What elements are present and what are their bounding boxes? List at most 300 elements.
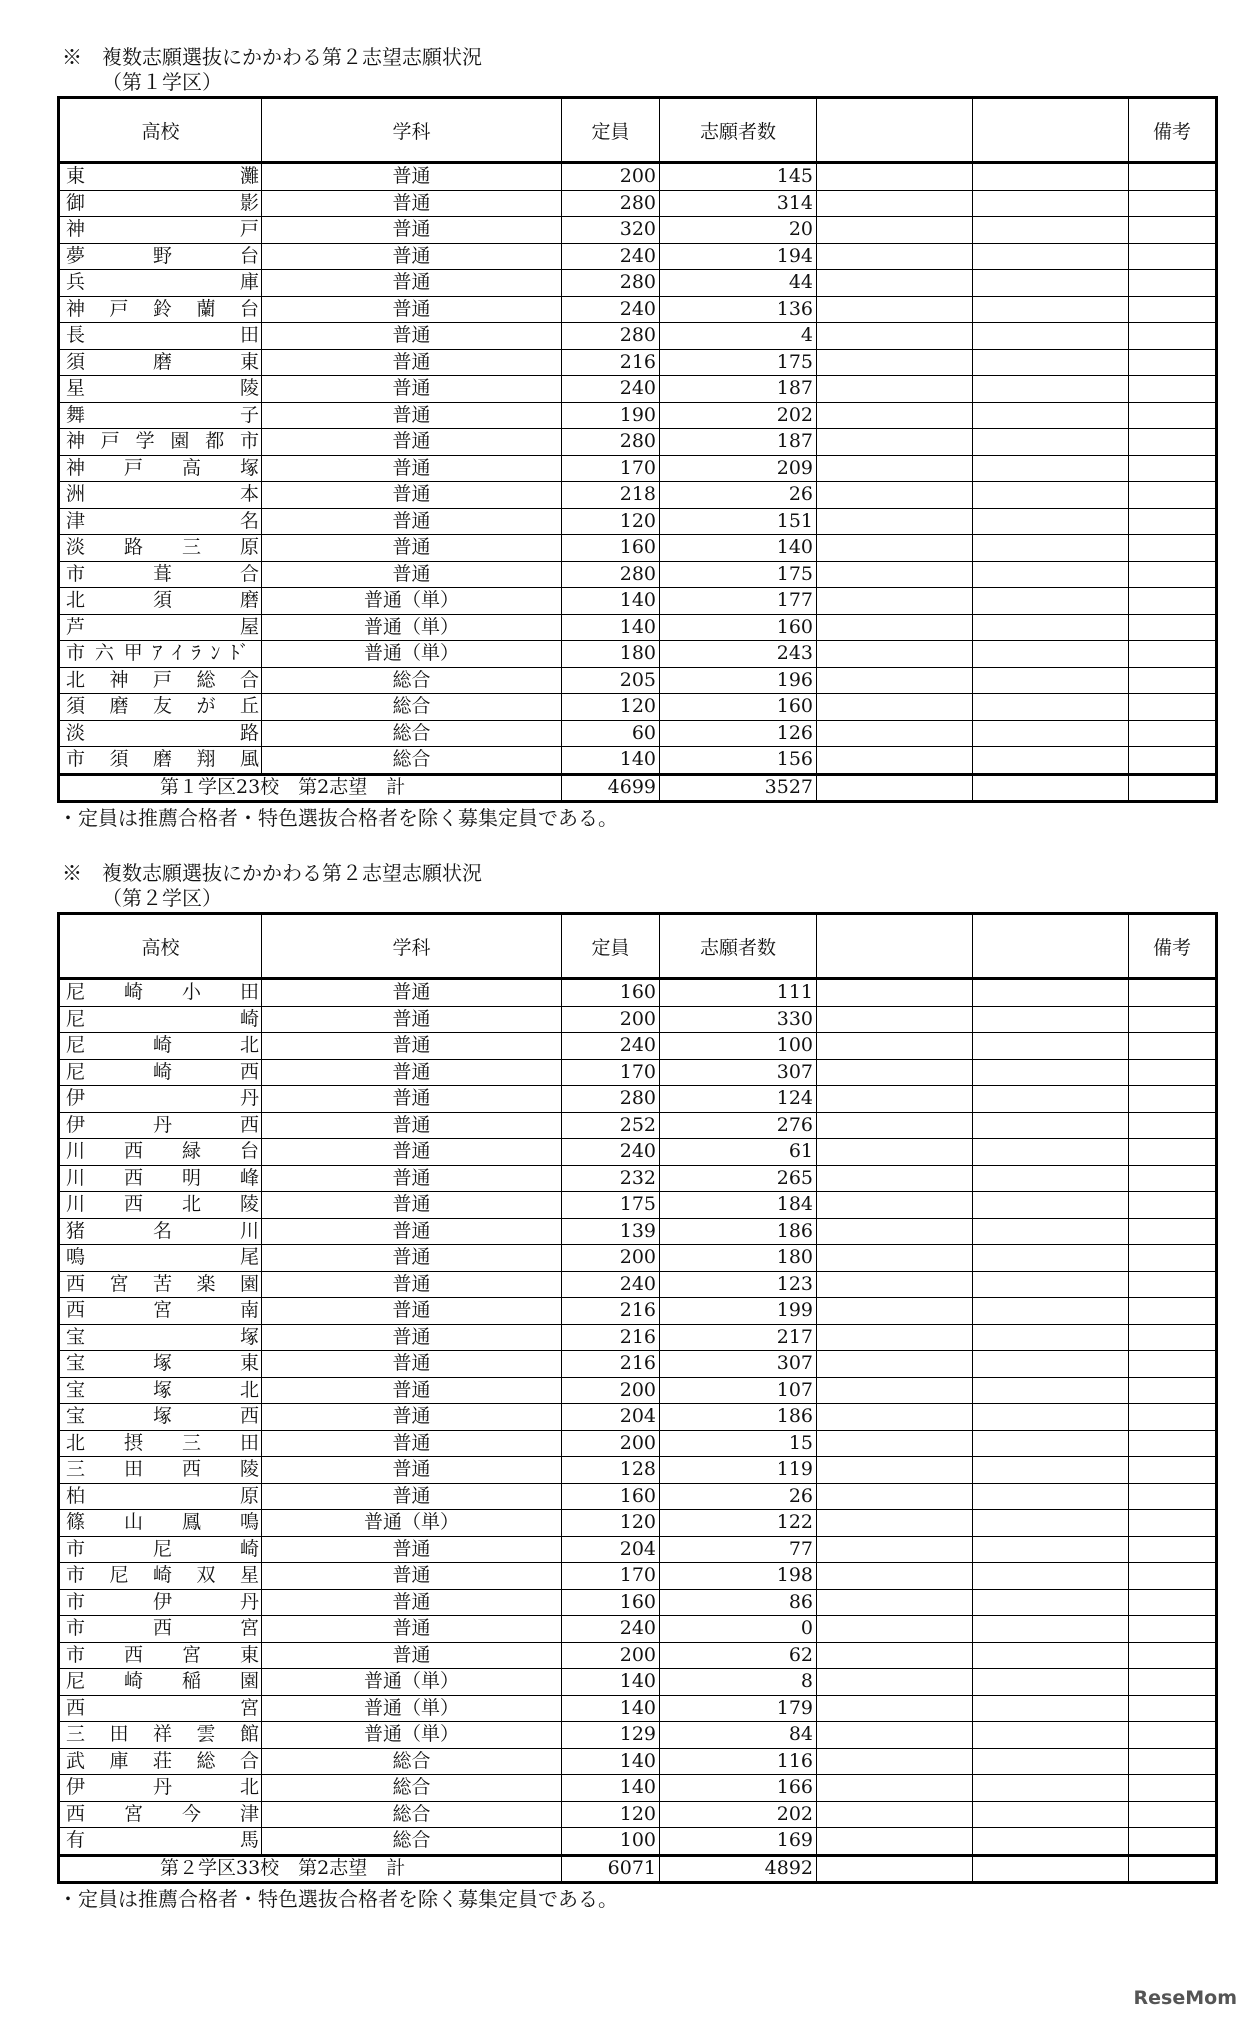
capacity: 216: [562, 1298, 660, 1325]
remarks-cell: [1129, 190, 1217, 217]
table-row: [59, 217, 1217, 244]
capacity: 129: [562, 1722, 660, 1749]
department: 普通: [262, 1218, 562, 1245]
department: 普通: [262, 1377, 562, 1404]
school-name: 尼崎北: [59, 1033, 262, 1060]
table-header-row: [59, 98, 1217, 163]
applicants: 209: [660, 455, 817, 482]
department: 普通: [262, 1404, 562, 1431]
table-row: [59, 243, 1217, 270]
applicants: 100: [660, 1033, 817, 1060]
blank-cell: [817, 1669, 973, 1696]
blank-cell: [817, 1059, 973, 1086]
department: 普通: [262, 1298, 562, 1325]
table-row: [59, 1722, 1217, 1749]
blank-cell: [817, 720, 973, 747]
applicants: 276: [660, 1112, 817, 1139]
school-name: 北神戸総合: [59, 667, 262, 694]
table-row: [59, 296, 1217, 323]
table-row: [59, 1324, 1217, 1351]
school-name: 宝塚東: [59, 1351, 262, 1378]
table-row: [59, 1775, 1217, 1802]
applicants: 180: [660, 1245, 817, 1272]
blank-cell: [817, 1271, 973, 1298]
blank-cell: [817, 1086, 973, 1113]
department: 普通: [262, 482, 562, 509]
school-name: 市尼崎: [59, 1536, 262, 1563]
remarks-cell: [1129, 482, 1217, 509]
blank-cell: [973, 1828, 1129, 1856]
capacity: 218: [562, 482, 660, 509]
capacity: 200: [562, 1430, 660, 1457]
department: 普通: [262, 1006, 562, 1033]
remarks-cell: [1129, 429, 1217, 456]
table-row: [59, 1457, 1217, 1484]
department: 総合: [262, 1748, 562, 1775]
table-row: [59, 1589, 1217, 1616]
table-row: [59, 1748, 1217, 1775]
table-row: [59, 1510, 1217, 1537]
school-name: 神戸: [59, 217, 262, 244]
remarks-cell: [1129, 376, 1217, 403]
blank-cell: [817, 1642, 973, 1669]
table-row: [59, 979, 1217, 1007]
applicants: 20: [660, 217, 817, 244]
blank-cell: [973, 667, 1129, 694]
capacity: 128: [562, 1457, 660, 1484]
applicants: 198: [660, 1563, 817, 1590]
blank-cell: [817, 1377, 973, 1404]
department: 普通: [262, 163, 562, 191]
applicants: 0: [660, 1616, 817, 1643]
applicants: 4: [660, 323, 817, 350]
table-row: [59, 1059, 1217, 1086]
school-name: 尼崎西: [59, 1059, 262, 1086]
blank-cell: [973, 217, 1129, 244]
blank-cell: [973, 1510, 1129, 1537]
capacity: 170: [562, 1563, 660, 1590]
table-row: [59, 747, 1217, 775]
applicants: 84: [660, 1722, 817, 1749]
section1-heading: ※ 複数志願選抜にかかわる第２志望志願状況: [62, 45, 482, 69]
section1-table: [57, 96, 1218, 803]
blank-cell: [973, 349, 1129, 376]
department: 普通: [262, 1457, 562, 1484]
applicants: 61: [660, 1139, 817, 1166]
school-name: 三田祥雲館: [59, 1722, 262, 1749]
department: 普通: [262, 1086, 562, 1113]
column-header: [817, 98, 973, 163]
capacity: 139: [562, 1218, 660, 1245]
blank-cell: [973, 1298, 1129, 1325]
department: 普通: [262, 1324, 562, 1351]
blank-cell: [817, 1404, 973, 1431]
blank-cell: [973, 243, 1129, 270]
blank-cell: [817, 641, 973, 668]
table-row: [59, 1033, 1217, 1060]
blank-cell: [817, 694, 973, 721]
column-header: 定員: [562, 98, 660, 163]
blank-cell: [973, 1059, 1129, 1086]
column-header: 備考: [1129, 914, 1217, 979]
table-row: [59, 1218, 1217, 1245]
blank-cell: [817, 667, 973, 694]
school-name: 西宮南: [59, 1298, 262, 1325]
capacity: 160: [562, 1589, 660, 1616]
remarks-cell: [1129, 1536, 1217, 1563]
department: 総合: [262, 1775, 562, 1802]
blank-cell: [973, 402, 1129, 429]
blank-cell: [973, 561, 1129, 588]
capacity: 200: [562, 1642, 660, 1669]
blank-cell: [973, 1086, 1129, 1113]
department: 普通（単）: [262, 1695, 562, 1722]
blank-cell: [973, 1351, 1129, 1378]
school-name: 神戸高塚: [59, 455, 262, 482]
school-name: 川西北陵: [59, 1192, 262, 1219]
blank-cell: [817, 1775, 973, 1802]
school-name: 淡路三原: [59, 535, 262, 562]
column-header: 志願者数: [660, 98, 817, 163]
department: 普通: [262, 455, 562, 482]
blank-cell: [817, 1457, 973, 1484]
remarks-cell: [1129, 1324, 1217, 1351]
remarks-cell: [1129, 1722, 1217, 1749]
school-name: 三田西陵: [59, 1457, 262, 1484]
remarks-cell: [1129, 747, 1217, 775]
applicants: 122: [660, 1510, 817, 1537]
school-name: 兵庫: [59, 270, 262, 297]
column-header: 志願者数: [660, 914, 817, 979]
blank-cell: [973, 535, 1129, 562]
applicants: 187: [660, 429, 817, 456]
school-name: 津名: [59, 508, 262, 535]
total-capacity: 4699: [562, 774, 660, 801]
department: 普通: [262, 979, 562, 1007]
capacity: 216: [562, 349, 660, 376]
watermark-logo: ReseMom: [1133, 1987, 1237, 2009]
school-name: 芦屋: [59, 614, 262, 641]
department: 普通: [262, 1192, 562, 1219]
blank-cell: [973, 747, 1129, 775]
remarks-cell: [1129, 1033, 1217, 1060]
blank-cell: [817, 376, 973, 403]
applicants: 186: [660, 1218, 817, 1245]
school-name: 東灘: [59, 163, 262, 191]
applicants: 177: [660, 588, 817, 615]
department: 普通: [262, 1563, 562, 1590]
school-name: 市葺合: [59, 561, 262, 588]
table-row: [59, 508, 1217, 535]
school-name: 西宮苦楽園: [59, 1271, 262, 1298]
blank-cell: [817, 1298, 973, 1325]
capacity: 200: [562, 1377, 660, 1404]
blank-cell: [817, 774, 973, 801]
blank-cell: [817, 1695, 973, 1722]
table-row: [59, 1669, 1217, 1696]
blank-cell: [973, 1271, 1129, 1298]
blank-cell: [973, 1695, 1129, 1722]
department: 普通: [262, 1271, 562, 1298]
capacity: 216: [562, 1351, 660, 1378]
school-name: 夢野台: [59, 243, 262, 270]
applicants: 136: [660, 296, 817, 323]
blank-cell: [973, 720, 1129, 747]
remarks-cell: [1129, 1351, 1217, 1378]
total-label: 第２学区33校 第2志望 計: [59, 1855, 562, 1882]
table-header-row: [59, 914, 1217, 979]
blank-cell: [973, 1483, 1129, 1510]
department: 普通（単）: [262, 641, 562, 668]
applicants: 44: [660, 270, 817, 297]
table-row: [59, 1536, 1217, 1563]
capacity: 280: [562, 429, 660, 456]
blank-cell: [973, 1377, 1129, 1404]
remarks-cell: [1129, 296, 1217, 323]
blank-cell: [973, 163, 1129, 191]
blank-cell: [817, 296, 973, 323]
capacity: 160: [562, 1483, 660, 1510]
school-name: 御影: [59, 190, 262, 217]
applicants: 8: [660, 1669, 817, 1696]
table-row: [59, 1483, 1217, 1510]
remarks-cell: [1129, 1298, 1217, 1325]
applicants: 175: [660, 561, 817, 588]
blank-cell: [973, 1669, 1129, 1696]
blank-cell: [817, 323, 973, 350]
blank-cell: [973, 1165, 1129, 1192]
blank-cell: [973, 979, 1129, 1007]
table-row: [59, 323, 1217, 350]
applicants: 160: [660, 614, 817, 641]
applicants: 186: [660, 1404, 817, 1431]
department: 総合: [262, 720, 562, 747]
blank-cell: [817, 535, 973, 562]
capacity: 160: [562, 979, 660, 1007]
column-header: 学科: [262, 914, 562, 979]
department: 普通: [262, 561, 562, 588]
remarks-cell: [1129, 1086, 1217, 1113]
blank-cell: [973, 508, 1129, 535]
department: 普通: [262, 508, 562, 535]
capacity: 205: [562, 667, 660, 694]
school-name: 篠山鳳鳴: [59, 1510, 262, 1537]
table-row: [59, 1351, 1217, 1378]
blank-cell: [817, 1483, 973, 1510]
blank-cell: [817, 163, 973, 191]
table-row: [59, 482, 1217, 509]
remarks-cell: [1129, 588, 1217, 615]
section1-note: ・定員は推薦合格者・特色選抜合格者を除く募集定員である。: [58, 806, 618, 830]
applicants: 175: [660, 349, 817, 376]
blank-cell: [973, 1457, 1129, 1484]
applicants: 243: [660, 641, 817, 668]
applicants: 202: [660, 402, 817, 429]
table-row: [59, 376, 1217, 403]
applicants: 187: [660, 376, 817, 403]
applicants: 119: [660, 1457, 817, 1484]
table-row: [59, 1801, 1217, 1828]
blank-cell: [973, 1006, 1129, 1033]
blank-cell: [973, 296, 1129, 323]
school-name: 武庫荘総合: [59, 1748, 262, 1775]
table-row: [59, 1086, 1217, 1113]
remarks-cell: [1129, 1828, 1217, 1856]
blank-cell: [817, 190, 973, 217]
blank-cell: [817, 243, 973, 270]
remarks-cell: [1129, 535, 1217, 562]
blank-cell: [817, 747, 973, 775]
column-header: 定員: [562, 914, 660, 979]
department: 総合: [262, 747, 562, 775]
applicants: 151: [660, 508, 817, 535]
remarks-cell: [1129, 163, 1217, 191]
blank-cell: [973, 323, 1129, 350]
remarks-cell: [1129, 1218, 1217, 1245]
capacity: 240: [562, 376, 660, 403]
applicants: 314: [660, 190, 817, 217]
school-name: 須磨友が丘: [59, 694, 262, 721]
capacity: 280: [562, 323, 660, 350]
department: 普通（単）: [262, 1510, 562, 1537]
blank-cell: [817, 1218, 973, 1245]
remarks-cell: [1129, 1059, 1217, 1086]
blank-cell: [973, 694, 1129, 721]
applicants: 217: [660, 1324, 817, 1351]
applicants: 166: [660, 1775, 817, 1802]
remarks-cell: [1129, 270, 1217, 297]
blank-cell: [973, 1324, 1129, 1351]
remarks-cell: [1129, 614, 1217, 641]
remarks-cell: [1129, 402, 1217, 429]
blank-cell: [817, 349, 973, 376]
applicants: 26: [660, 1483, 817, 1510]
blank-cell: [817, 1192, 973, 1219]
blank-cell: [817, 1563, 973, 1590]
capacity: 140: [562, 614, 660, 641]
blank-cell: [817, 402, 973, 429]
capacity: 120: [562, 1801, 660, 1828]
table-row: [59, 535, 1217, 562]
section1-district: （第１学区）: [102, 70, 222, 94]
department: 普通: [262, 1616, 562, 1643]
applicants: 111: [660, 979, 817, 1007]
remarks-cell: [1129, 217, 1217, 244]
remarks-cell: [1129, 1377, 1217, 1404]
table-row: [59, 694, 1217, 721]
remarks-cell: [1129, 1563, 1217, 1590]
blank-cell: [817, 1006, 973, 1033]
capacity: 216: [562, 1324, 660, 1351]
remarks-cell: [1129, 1775, 1217, 1802]
blank-cell: [817, 1112, 973, 1139]
capacity: 140: [562, 588, 660, 615]
blank-cell: [817, 1430, 973, 1457]
school-name: 市尼崎双星: [59, 1563, 262, 1590]
table-row: [59, 1192, 1217, 1219]
table-row: [59, 163, 1217, 191]
remarks-cell: [1129, 667, 1217, 694]
blank-cell: [817, 1616, 973, 1643]
department: 普通: [262, 296, 562, 323]
blank-cell: [973, 376, 1129, 403]
department: 普通: [262, 190, 562, 217]
column-header: 高校: [59, 914, 262, 979]
department: 普通: [262, 1033, 562, 1060]
blank-cell: [817, 482, 973, 509]
applicants: 307: [660, 1351, 817, 1378]
blank-cell: [817, 1324, 973, 1351]
applicants: 124: [660, 1086, 817, 1113]
capacity: 280: [562, 1086, 660, 1113]
blank-cell: [817, 1510, 973, 1537]
applicants: 145: [660, 163, 817, 191]
blank-cell: [973, 1033, 1129, 1060]
blank-cell: [817, 1165, 973, 1192]
department: 普通: [262, 1112, 562, 1139]
blank-cell: [973, 1722, 1129, 1749]
capacity: 100: [562, 1828, 660, 1856]
blank-cell: [817, 1139, 973, 1166]
blank-cell: [973, 1801, 1129, 1828]
blank-cell: [973, 1589, 1129, 1616]
capacity: 280: [562, 561, 660, 588]
department: 普通: [262, 1589, 562, 1616]
applicants: 307: [660, 1059, 817, 1086]
blank-cell: [817, 1722, 973, 1749]
column-header: [817, 914, 973, 979]
applicants: 160: [660, 694, 817, 721]
school-name: 星陵: [59, 376, 262, 403]
remarks-cell: [1129, 1165, 1217, 1192]
school-name: 川西明峰: [59, 1165, 262, 1192]
capacity: 204: [562, 1404, 660, 1431]
department: 普通: [262, 349, 562, 376]
department: 普通: [262, 1245, 562, 1272]
blank-cell: [817, 1828, 973, 1856]
table-row: [59, 455, 1217, 482]
capacity: 175: [562, 1192, 660, 1219]
blank-cell: [973, 482, 1129, 509]
total-applicants: 3527: [660, 774, 817, 801]
department: 普通: [262, 1430, 562, 1457]
blank-cell: [973, 429, 1129, 456]
school-name: 舞子: [59, 402, 262, 429]
school-name: 柏原: [59, 1483, 262, 1510]
department: 普通: [262, 1483, 562, 1510]
remarks-cell: [1129, 1245, 1217, 1272]
table-row: [59, 1112, 1217, 1139]
blank-cell: [973, 1855, 1129, 1882]
remarks-cell: [1129, 1112, 1217, 1139]
remarks-cell: [1129, 1669, 1217, 1696]
applicants: 179: [660, 1695, 817, 1722]
blank-cell: [817, 1801, 973, 1828]
table-row: [59, 1695, 1217, 1722]
table-row: [59, 1165, 1217, 1192]
remarks-cell: [1129, 1616, 1217, 1643]
blank-cell: [973, 270, 1129, 297]
blank-cell: [973, 1563, 1129, 1590]
blank-cell: [973, 1139, 1129, 1166]
school-name: 有馬: [59, 1828, 262, 1856]
applicants: 140: [660, 535, 817, 562]
applicants: 126: [660, 720, 817, 747]
capacity: 252: [562, 1112, 660, 1139]
blank-cell: [973, 1430, 1129, 1457]
remarks-cell: [1129, 979, 1217, 1007]
capacity: 232: [562, 1165, 660, 1192]
